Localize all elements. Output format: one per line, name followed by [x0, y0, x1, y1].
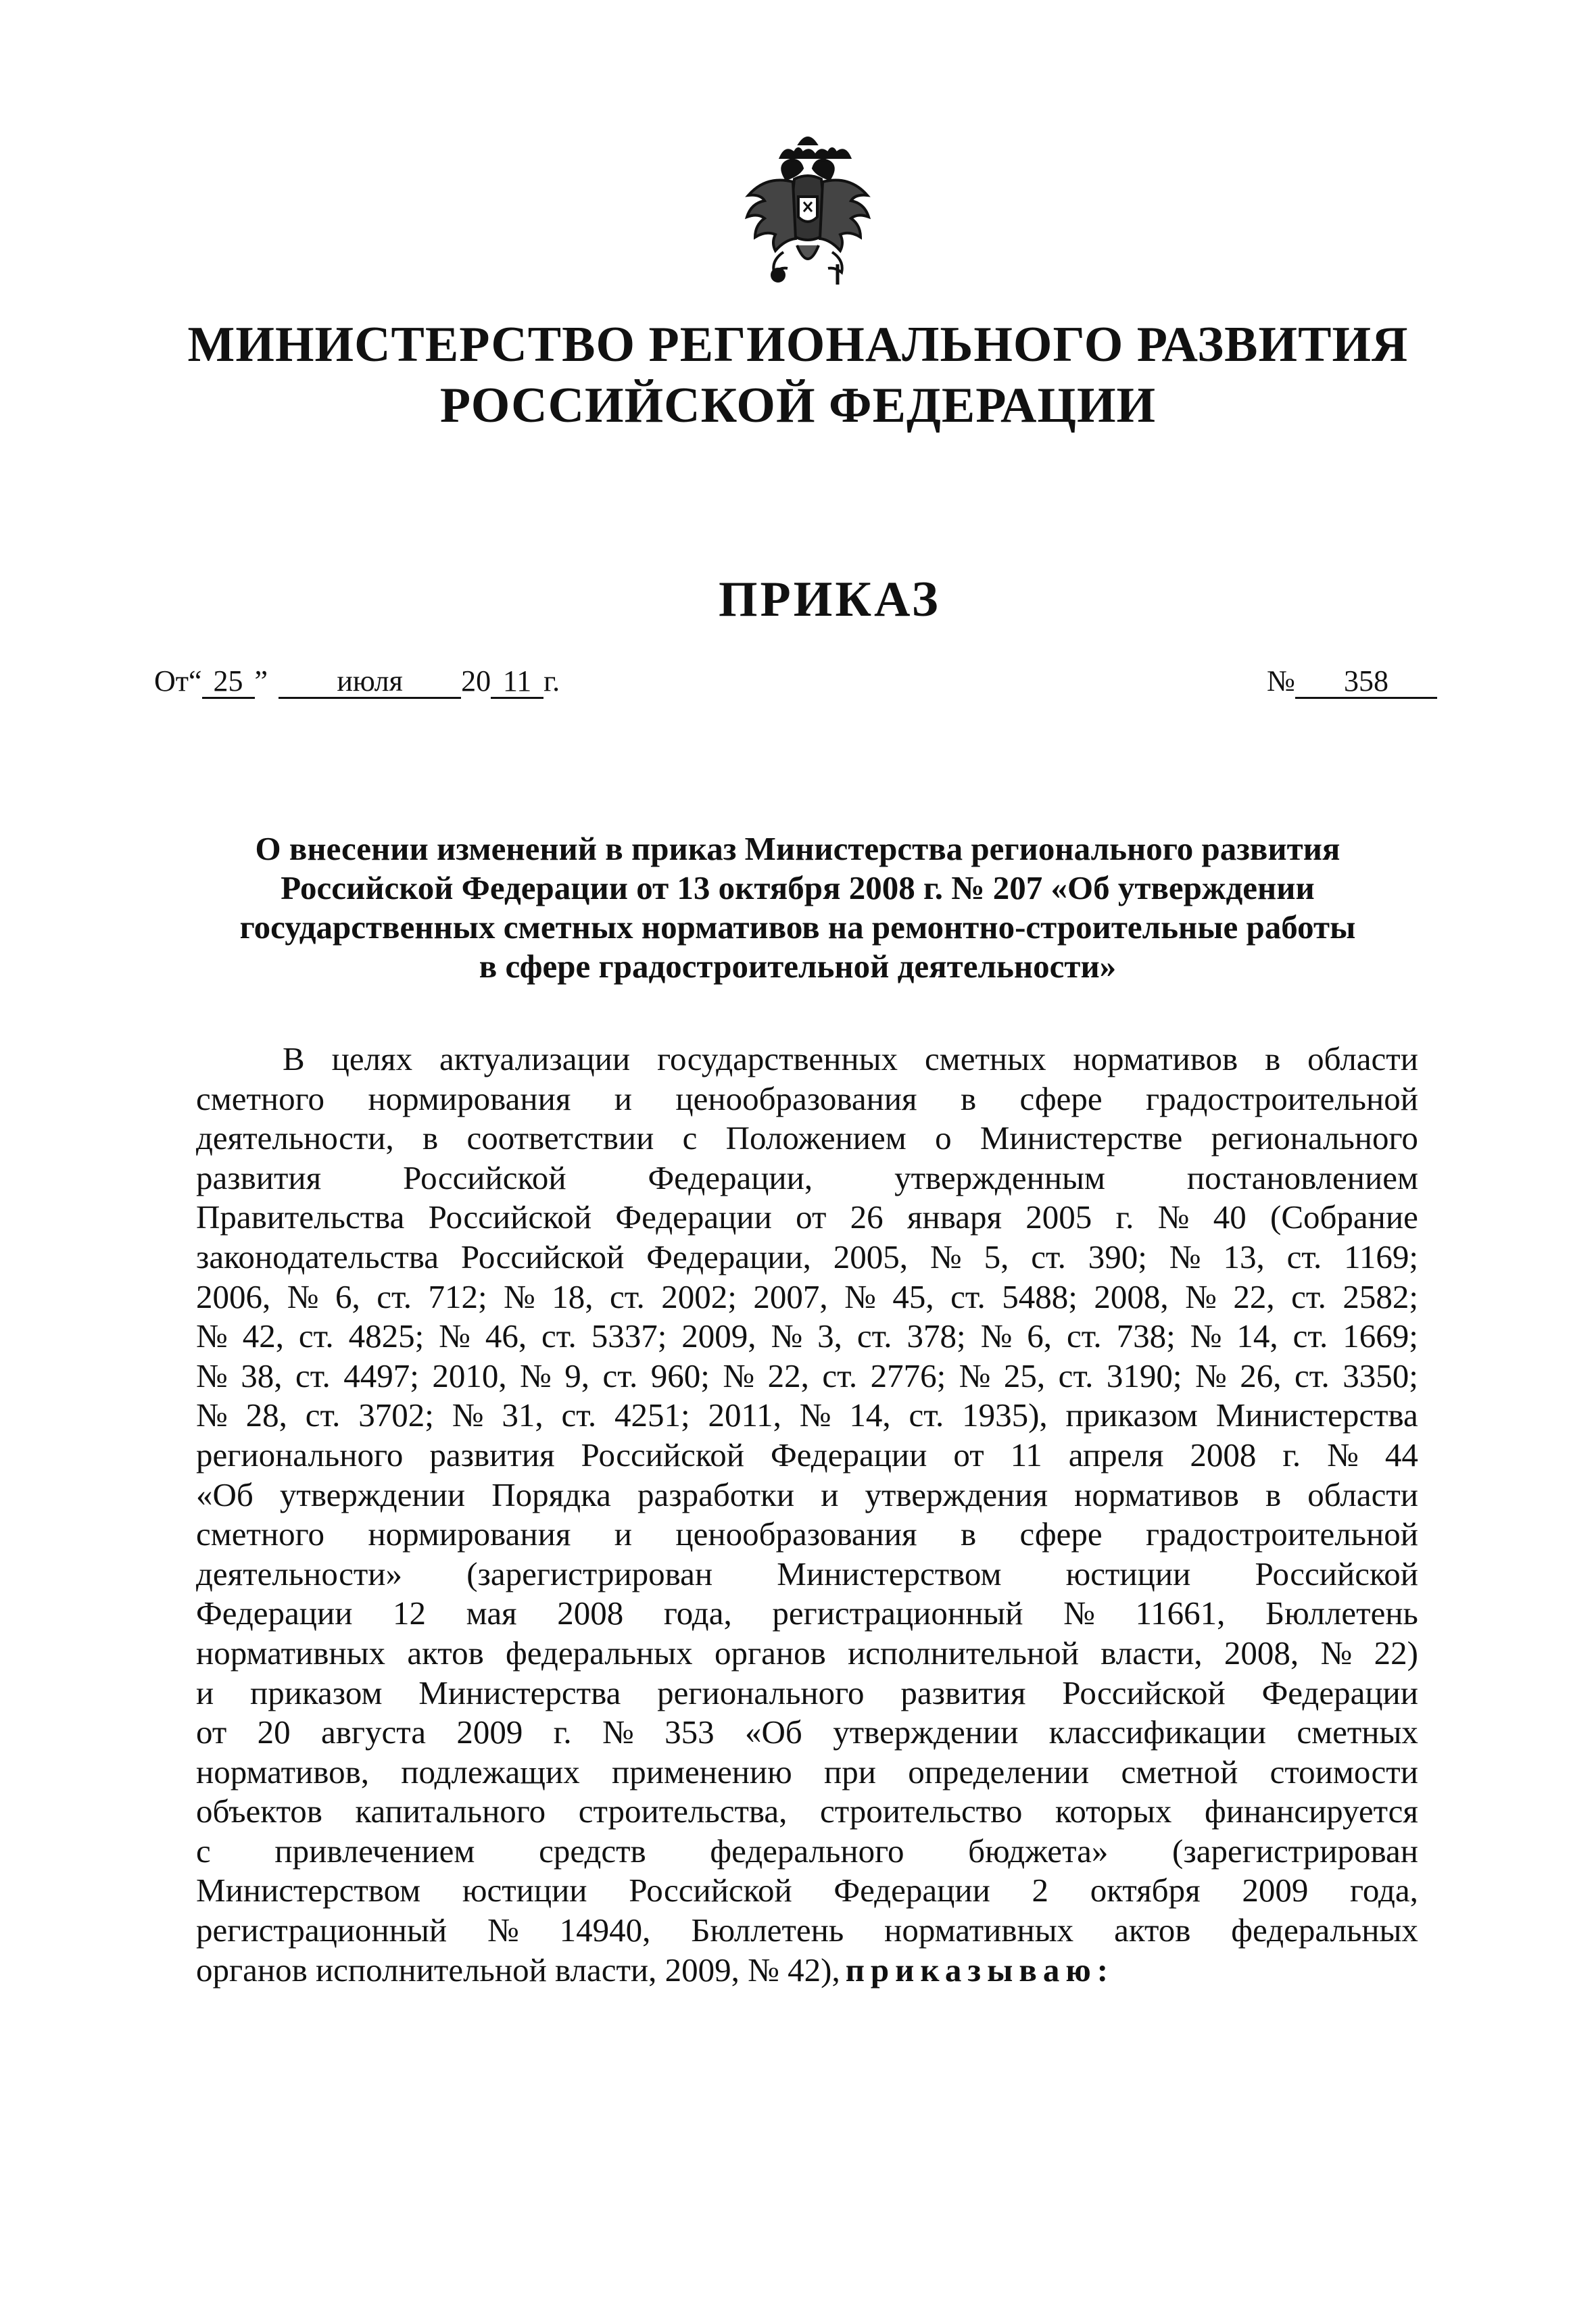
body-word: ценообразования — [675, 1515, 917, 1553]
body-word: 712; — [428, 1277, 487, 1315]
body-word: и — [614, 1515, 633, 1553]
body-word: 14940, — [559, 1911, 651, 1949]
body-word: разработки — [637, 1476, 795, 1513]
body-word: Министерством — [777, 1555, 1002, 1592]
body-word: 22, — [767, 1357, 809, 1394]
body-word: нормативных — [196, 1634, 386, 1672]
body-word: 20 — [257, 1713, 291, 1751]
body-word: (зарегистрирован — [1172, 1832, 1418, 1870]
document-subject — [169, 829, 1426, 986]
body-word: Федерации — [770, 1436, 927, 1473]
number-line — [1267, 664, 1437, 699]
body-word: 4825; — [348, 1317, 425, 1355]
body-word: ст. — [1286, 1238, 1322, 1275]
body-word: федерального — [710, 1832, 904, 1870]
body-word: 44 — [1384, 1436, 1418, 1473]
body-word: власти, — [1101, 1634, 1203, 1672]
body-word: 22) — [1374, 1634, 1418, 1672]
body-word: федеральных — [1231, 1911, 1418, 1949]
body-word: № — [1327, 1436, 1359, 1473]
document-type: ПРИКАЗ — [719, 572, 941, 627]
body-word: 31, — [502, 1396, 543, 1434]
body-word: бюджета» — [968, 1832, 1109, 1870]
body-word: Правительства — [196, 1198, 405, 1236]
body-word: № — [452, 1396, 484, 1434]
body-word: развития — [196, 1159, 322, 1196]
body-word: 2006, — [196, 1277, 271, 1315]
body-word: 2008 — [557, 1594, 624, 1632]
body-word: Министерством — [196, 1872, 421, 1909]
body-word: (зарегистрирован — [466, 1555, 713, 1592]
body-line — [196, 1357, 1418, 1396]
body-word: Российской — [403, 1159, 566, 1196]
body-line — [196, 1159, 1418, 1198]
body-word: (Собрание — [1270, 1198, 1418, 1236]
body-word: Федерации, — [648, 1159, 813, 1196]
body-word: 14, — [1236, 1317, 1278, 1355]
body-word: нормативов, — [196, 1753, 369, 1790]
body-word: с — [196, 1832, 211, 1870]
body-word: сфере — [1019, 1515, 1103, 1553]
body-word: ст. — [298, 1317, 334, 1355]
body-word: 6, — [1027, 1317, 1053, 1355]
body-word: 14, — [849, 1396, 891, 1434]
body-word: ст. — [295, 1357, 331, 1394]
body-word: 2007, — [753, 1277, 828, 1315]
body-word: ст. — [856, 1317, 892, 1355]
body-word: сфере — [1019, 1079, 1103, 1117]
body-word: в — [422, 1119, 439, 1157]
body-word: 2005, — [833, 1238, 909, 1275]
body-word: № — [1157, 1198, 1190, 1236]
body-word: года, — [1350, 1872, 1418, 1909]
body-word: ст. — [1292, 1317, 1328, 1355]
number-label: № — [1267, 664, 1295, 698]
body-word: в — [1265, 1040, 1281, 1077]
body-word: 378; — [906, 1317, 966, 1355]
body-word: которых — [1055, 1793, 1172, 1830]
body-word: Министерства — [1215, 1396, 1418, 1434]
subject-line: Российской Федерации от 13 октября 2008 г. № 207 «Об утверждении — [281, 869, 1315, 906]
body-word: Министерстве — [980, 1119, 1183, 1157]
body-word: 2008, — [1094, 1277, 1169, 1315]
body-line — [196, 1040, 1418, 1079]
body-word: 4497; — [343, 1357, 419, 1394]
body-word: объектов — [196, 1793, 322, 1830]
body-word: Порядка — [491, 1476, 611, 1513]
body-word: нормативов — [1073, 1040, 1238, 1077]
body-word: 3702; — [358, 1396, 434, 1434]
body-word: 42, — [242, 1317, 284, 1355]
body-word: постановлением — [1186, 1159, 1418, 1196]
body-word: 353 — [664, 1713, 715, 1751]
body-word: федеральных — [506, 1634, 693, 1672]
body-line — [196, 1594, 1418, 1634]
body-word: нормативов — [1074, 1476, 1239, 1513]
body-word: Положением — [725, 1119, 906, 1157]
body-word: от — [953, 1436, 984, 1473]
body-word: регионального — [1211, 1119, 1418, 1157]
body-line — [196, 1238, 1418, 1277]
body-word: Министерства — [418, 1674, 621, 1711]
body-word: подлежащих — [401, 1753, 580, 1790]
body-word: от — [796, 1198, 827, 1236]
date-month: июля — [279, 666, 461, 699]
body-word: 2011, — [708, 1396, 781, 1434]
body-line — [196, 1911, 1418, 1951]
body-word: Российской — [1062, 1674, 1226, 1711]
body-word: 1169; — [1344, 1238, 1418, 1275]
body-line — [196, 1198, 1418, 1238]
body-word: 3, — [817, 1317, 842, 1355]
body-word: 2582; — [1343, 1277, 1418, 1315]
body-word: регистрационный — [772, 1594, 1023, 1632]
date-year-mark: г. — [543, 664, 560, 698]
body-word: капитального — [355, 1793, 546, 1830]
body-word: 1935), — [962, 1396, 1048, 1434]
body-word: сметных — [1297, 1713, 1418, 1751]
body-word: ст. — [602, 1357, 638, 1394]
body-line — [196, 1119, 1418, 1159]
body-word: августа — [321, 1713, 427, 1751]
body-word: 40 — [1213, 1198, 1247, 1236]
body-word: градостроительной — [1146, 1079, 1418, 1117]
body-word: № — [439, 1317, 470, 1355]
body-word: № — [487, 1911, 519, 1949]
date-year-prefix: 20 — [461, 664, 491, 698]
body-word: Российской — [460, 1238, 625, 1275]
body-word: утвержденным — [894, 1159, 1105, 1196]
document-body — [196, 1040, 1418, 1990]
body-word: Федерации — [1261, 1674, 1418, 1711]
body-word: от — [196, 1713, 227, 1751]
body-word: 2010, — [432, 1357, 507, 1394]
body-word: органов — [715, 1634, 826, 1672]
body-word: № — [980, 1317, 1013, 1355]
body-word: Российской — [629, 1872, 792, 1909]
body-line — [196, 1515, 1418, 1555]
body-word: Бюллетень — [691, 1911, 844, 1949]
body-word: № — [1190, 1317, 1222, 1355]
body-word: октября — [1090, 1872, 1201, 1909]
body-word: № — [844, 1277, 876, 1315]
body-word: 5, — [984, 1238, 1009, 1275]
body-word: 4251; — [614, 1396, 690, 1434]
date-line: От“ 25 ” июля 20 11 г. — [154, 664, 560, 698]
body-word: 960; — [650, 1357, 710, 1394]
body-word: 2776; — [870, 1357, 946, 1394]
body-word: Федерации, — [646, 1238, 811, 1275]
body-word: 26, — [1240, 1357, 1282, 1394]
body-word: нормирования — [368, 1515, 571, 1553]
body-word: 2002; — [661, 1277, 737, 1315]
body-word: с — [682, 1119, 698, 1157]
body-word: сметных — [924, 1040, 1046, 1077]
body-word: 6, — [335, 1277, 360, 1315]
body-line — [196, 1555, 1418, 1594]
body-word: определении — [908, 1753, 1090, 1790]
date-prefix: От — [154, 664, 189, 698]
body-word: В — [283, 1040, 305, 1077]
body-word: средств — [539, 1832, 646, 1870]
body-word: № — [504, 1277, 535, 1315]
body-word: приказом — [1065, 1396, 1198, 1434]
body-word: № — [287, 1277, 319, 1315]
body-word: 390; — [1088, 1238, 1147, 1275]
body-word: «Об — [196, 1476, 253, 1513]
body-word: регионального — [196, 1436, 404, 1473]
body-word: классификации — [1048, 1713, 1266, 1751]
body-word: 3190; — [1106, 1357, 1182, 1394]
body-word: 22, — [1233, 1277, 1275, 1315]
body-word: ст. — [1294, 1357, 1330, 1394]
body-word: в — [1265, 1476, 1282, 1513]
body-word: 13, — [1223, 1238, 1265, 1275]
body-word: ст. — [950, 1277, 986, 1315]
ministry-name-line-2: РОССИЙСКОЙ ФЕДЕРАЦИИ — [439, 378, 1157, 433]
body-line — [196, 1674, 1418, 1713]
body-word: ценообразования — [675, 1079, 917, 1117]
body-word: 5337; — [591, 1317, 667, 1355]
body-word: Федерации — [833, 1872, 990, 1909]
body-word: 738; — [1116, 1317, 1176, 1355]
body-word: № — [1320, 1634, 1353, 1672]
body-word: законодательства — [196, 1238, 439, 1275]
body-word: о — [935, 1119, 952, 1157]
body-word: 3350; — [1343, 1357, 1418, 1394]
subject-line: в сфере градостроительной деятельности» — [479, 948, 1117, 985]
body-word: приказом — [250, 1674, 383, 1711]
body-word: 9, — [564, 1357, 590, 1394]
body-word: строительство — [820, 1793, 1023, 1830]
body-line — [196, 1277, 1418, 1317]
body-word: 2009 — [1242, 1872, 1309, 1909]
body-line — [196, 1792, 1418, 1832]
body-word: сметного — [196, 1515, 325, 1553]
body-word: № — [1063, 1594, 1095, 1632]
body-word: № — [959, 1357, 991, 1394]
body-word: 45, — [892, 1277, 934, 1315]
body-word: государственных — [657, 1040, 898, 1077]
body-line — [196, 1634, 1418, 1674]
body-word: № — [1169, 1238, 1201, 1275]
body-line — [196, 1832, 1418, 1872]
body-line — [196, 1713, 1418, 1753]
body-word: апреля — [1068, 1436, 1164, 1473]
body-word: и — [821, 1476, 839, 1513]
body-line — [196, 1476, 1418, 1515]
body-word: № — [1194, 1357, 1227, 1394]
body-line — [196, 1396, 1418, 1436]
body-word: финансируется — [1205, 1793, 1418, 1830]
body-word: ст. — [541, 1317, 577, 1355]
body-word: соответствии — [466, 1119, 654, 1157]
body-word: № — [929, 1238, 962, 1275]
body-word: года, — [663, 1594, 732, 1632]
body-word: 2005 — [1025, 1198, 1092, 1236]
body-word: и — [196, 1674, 214, 1711]
body-word: актов — [407, 1634, 484, 1672]
body-word: 11 — [1010, 1436, 1042, 1473]
body-word: 2008, — [1224, 1634, 1299, 1672]
body-word: 28, — [245, 1396, 287, 1434]
body-word: области — [1307, 1476, 1418, 1513]
body-word: 18, — [552, 1277, 594, 1315]
body-line — [196, 1317, 1418, 1357]
body-word: развития — [429, 1436, 555, 1473]
date-year: 11 — [491, 666, 543, 699]
body-word: 12 — [393, 1594, 427, 1632]
body-word: в — [961, 1515, 977, 1553]
body-word: утверждении — [279, 1476, 466, 1513]
body-word: в — [961, 1079, 977, 1117]
body-word: № — [196, 1396, 228, 1434]
body-word: привлечением — [274, 1832, 475, 1870]
body-word: градостроительной — [1146, 1515, 1418, 1553]
body-word: 11661, — [1135, 1594, 1226, 1632]
body-word: исполнительной — [848, 1634, 1079, 1672]
body-word: нормативных — [884, 1911, 1074, 1949]
body-word: 38, — [241, 1357, 283, 1394]
ministry-name-line-1: МИНИСТЕРСТВО РЕГИОНАЛЬНОГО РАЗВИТИЯ — [187, 317, 1409, 372]
body-word: ст. — [561, 1396, 597, 1434]
body-word: ст. — [1058, 1357, 1094, 1394]
body-word: 5488; — [1002, 1277, 1078, 1315]
body-word: утверждении — [833, 1713, 1019, 1751]
body-word: Федерации — [615, 1198, 772, 1236]
body-line — [196, 1079, 1418, 1119]
body-word: 2008 — [1190, 1436, 1257, 1473]
body-word: ст. — [909, 1396, 944, 1434]
subject-line: государственных сметных нормативов на ремонтно-строительные работы — [239, 908, 1356, 946]
body-word: и — [614, 1079, 633, 1117]
ministry-name — [0, 314, 1596, 436]
body-word: нормирования — [368, 1079, 571, 1117]
body-word: ст. — [822, 1357, 858, 1394]
body-word: развития — [900, 1674, 1026, 1711]
body-word: Федерации — [196, 1594, 353, 1632]
body-word: применению — [612, 1753, 792, 1790]
body-word: ст. — [1066, 1317, 1102, 1355]
body-word: регистрационный — [196, 1911, 448, 1949]
body-word: ст. — [377, 1277, 412, 1315]
body-word: Российской — [428, 1198, 592, 1236]
closing-word: приказываю: — [845, 1951, 1115, 1989]
body-word: ст. — [1031, 1238, 1066, 1275]
body-word: юстиции — [1065, 1555, 1191, 1592]
body-word: № — [196, 1357, 228, 1394]
subject-line: О внесении изменений в приказ Министерства регионального развития — [255, 830, 1340, 867]
body-word: г. — [1282, 1436, 1301, 1473]
body-word: № — [723, 1357, 755, 1394]
date-day: 25 — [202, 666, 255, 699]
body-word: утверждения — [865, 1476, 1048, 1513]
body-word: «Об — [745, 1713, 802, 1751]
body-word: № — [799, 1396, 831, 1434]
body-word: актуализации — [439, 1040, 631, 1077]
body-word: № — [602, 1713, 634, 1751]
body-word: № — [520, 1357, 552, 1394]
body-word: 25, — [1003, 1357, 1046, 1394]
body-line — [196, 1753, 1418, 1793]
body-word: юстиции — [462, 1872, 587, 1909]
body-word: 46, — [485, 1317, 527, 1355]
body-last-line — [196, 1951, 1418, 1991]
body-word: сметного — [196, 1079, 325, 1117]
body-word: № — [1185, 1277, 1217, 1315]
body-word: стоимости — [1269, 1753, 1418, 1790]
body-word: деятельности» — [196, 1555, 403, 1592]
number-value: 358 — [1295, 666, 1437, 699]
coat-of-arms-icon — [733, 132, 882, 294]
body-word: 2 — [1032, 1872, 1049, 1909]
body-word: актов — [1114, 1911, 1191, 1949]
body-line — [196, 1871, 1418, 1911]
body-word: ст. — [1291, 1277, 1326, 1315]
body-word: Бюллетень — [1265, 1594, 1418, 1632]
body-word: г. — [553, 1713, 572, 1751]
body-word: № — [771, 1317, 803, 1355]
body-word: мая — [466, 1594, 517, 1632]
body-word: ст. — [610, 1277, 645, 1315]
body-last-line-text: органов исполнительной власти, 2009, № 42), — [196, 1951, 840, 1989]
body-word: Российской — [1255, 1555, 1418, 1592]
body-word: 1669; — [1343, 1317, 1418, 1355]
body-word: деятельности, — [196, 1119, 394, 1157]
body-word: целях — [331, 1040, 413, 1077]
body-word: 2009 — [456, 1713, 523, 1751]
body-line — [196, 1436, 1418, 1476]
body-word: 2009, — [681, 1317, 756, 1355]
body-word: Российской — [581, 1436, 744, 1473]
body-word: 26 — [850, 1198, 884, 1236]
body-word: при — [824, 1753, 876, 1790]
body-word: ст. — [305, 1396, 341, 1434]
body-word: области — [1307, 1040, 1418, 1077]
body-word: сметной — [1121, 1753, 1238, 1790]
body-word: г. — [1115, 1198, 1134, 1236]
body-word: января — [906, 1198, 1002, 1236]
body-word: строительства, — [578, 1793, 788, 1830]
body-word: регионального — [657, 1674, 865, 1711]
body-word: № — [196, 1317, 228, 1355]
